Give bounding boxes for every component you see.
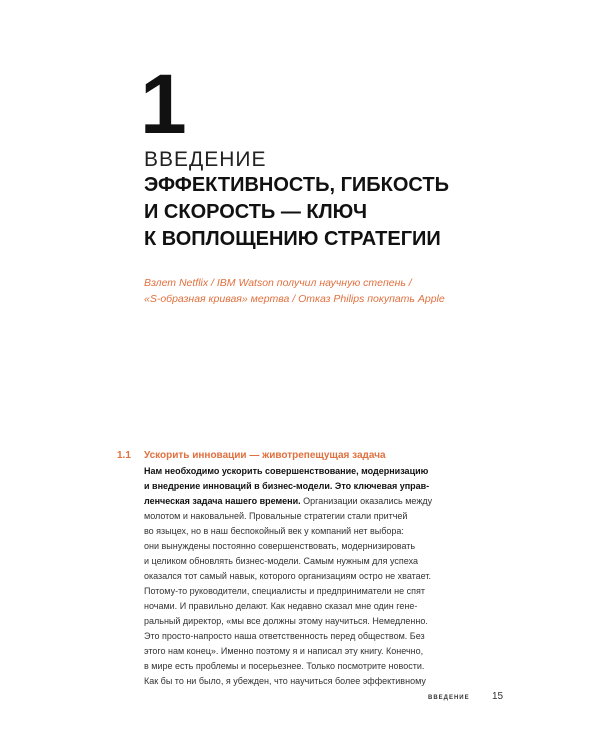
body-line-normal: Организации оказались между <box>300 496 433 506</box>
body-line-normal: оказался тот самый навык, которого организациям остро не хватает. <box>144 571 432 581</box>
body-line-normal: во языцех, но в наш беспокойный век у компаний нет выбора: <box>144 526 404 536</box>
body-line <box>144 629 474 644</box>
body-line <box>144 569 474 584</box>
body-line <box>144 509 474 524</box>
body-line-normal: Потому-то руководители, специалисты и предприниматели не спят <box>144 586 425 596</box>
chapter-title <box>144 172 544 253</box>
body-text <box>144 464 474 689</box>
chapter-subtitle <box>144 275 474 307</box>
body-line <box>144 644 474 659</box>
chapter-number: 1 <box>140 57 185 151</box>
body-line <box>144 659 474 674</box>
body-line <box>144 554 474 569</box>
body-line-normal: ральный директор, «мы все должны этому научиться. Немедленно. <box>144 616 428 626</box>
body-line <box>144 599 474 614</box>
body-line-normal: ночами. И правильно делают. Как недавно сказал мне один гене- <box>144 601 418 611</box>
body-line <box>144 614 474 629</box>
body-line-normal: и целиком обновлять бизнес-модели. Самым нужным для успеха <box>144 556 418 566</box>
chapter-title-line: К ВОПЛОЩЕНИЮ СТРАТЕГИИ <box>144 228 441 250</box>
body-line-normal: Это просто-напросто наша ответственность перед обществом. Без <box>144 631 425 641</box>
section-heading: Ускорить инновации — животрепещущая задача <box>144 450 386 461</box>
body-line-normal: Как бы то ни было, я убежден, что научиться более эффективному <box>144 676 426 686</box>
body-line <box>144 674 474 689</box>
body-line-bold: ленческая задача нашего времени. <box>144 496 301 506</box>
body-line <box>144 524 474 539</box>
body-line <box>144 479 474 494</box>
chapter-label: ВВЕДЕНИЕ <box>144 148 267 171</box>
body-line <box>144 584 474 599</box>
body-line-normal: этого нам конец». Именно поэтому я и написал эту книгу. Конечно, <box>144 646 424 656</box>
page-number: 15 <box>492 691 504 702</box>
section-number: 1.1 <box>117 450 131 461</box>
chapter-subtitle-line: «S-образная кривая» мертва / Отказ Philips покупать Apple <box>144 293 445 305</box>
chapter-title-line: ЭФФЕКТИВНОСТЬ, ГИБКОСТЬ <box>144 174 449 196</box>
body-line <box>144 494 474 509</box>
body-line-bold: и внедрение инноваций в бизнес-модели. Это ключевая управ- <box>144 481 430 491</box>
body-line-normal: молотом и наковальней. Провальные стратегии стали притчей <box>144 511 408 521</box>
chapter-title-line: И СКОРОСТЬ — КЛЮЧ <box>144 201 368 223</box>
body-line <box>144 464 474 479</box>
chapter-subtitle-line: Взлет Netflix / IBM Watson получил научную степень / <box>144 277 412 289</box>
body-line-normal: в мире есть проблемы и посерьезнее. Только посмотрите новости. <box>144 661 425 671</box>
body-line-bold: Нам необходимо ускорить совершенствование, модернизацию <box>144 466 429 476</box>
body-line-normal: они вынуждены постоянно совершенствовать, модернизировать <box>144 541 416 551</box>
body-line <box>144 539 474 554</box>
running-footer-label: ВВЕДЕНИЕ <box>428 695 470 701</box>
